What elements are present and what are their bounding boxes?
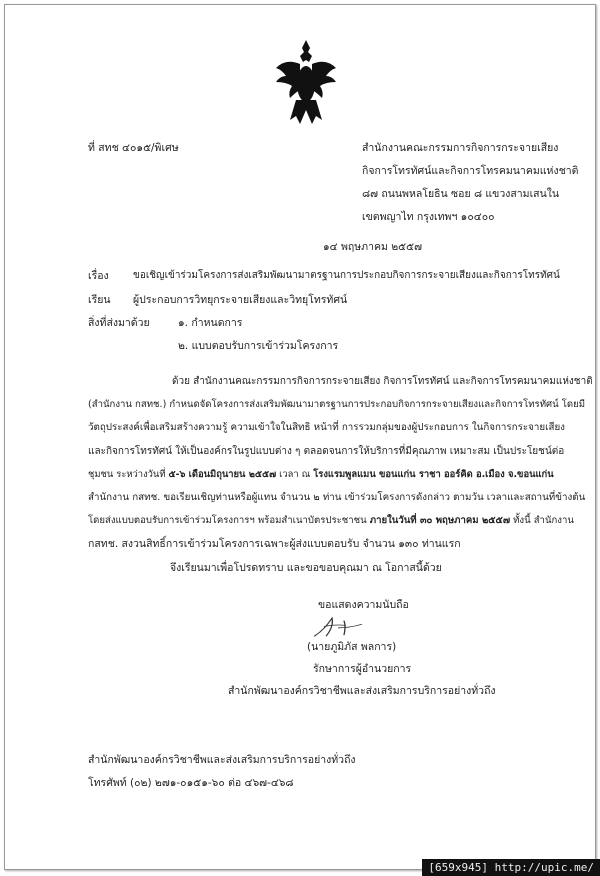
address-line: กิจการโทรทัศน์และกิจการโทรคมนาคมแห่งชาติ xyxy=(362,165,579,177)
footer-phone: โทรศัพท์ (๐๒) ๒๗๑-๐๑๕๑-๖๐ ต่อ ๔๖๗-๔๖๘ xyxy=(88,777,294,789)
body-line: (สำนักงาน กสทช.) กำหนดจัดโครงการส่งเสริมพัฒนามาตรฐานการประกอบกิจการกระจายเสียงและกิจการโทรทัศน์ โดยมี xyxy=(88,399,586,410)
body-line: สำนักงาน กสทช. ขอเรียนเชิญท่านหรือผู้แทน จำนวน ๒ ท่าน เข้าร่วมโครงการดังกล่าว ตามวัน เวลาและสถานที่ข้างต้น xyxy=(88,492,586,503)
subject: ขอเชิญเข้าร่วมโครงการส่งเสริมพัฒนามาตรฐานการประกอบกิจการกระจายเสียงและกิจการโทรทัศน์ xyxy=(133,270,560,281)
footer-office: สำนักพัฒนาองค์กรวิชาชีพและส่งเสริมการบริการอย่างทั่วถึง xyxy=(88,754,356,766)
body-line: ด้วย สำนักงานคณะกรรมการกิจการกระจายเสียง กิจการโทรทัศน์ และกิจการโทรคมนาคมแห่งชาติ xyxy=(172,376,593,387)
address-line: ๘๗ ถนนพหลโยธิน ซอย ๘ แขวงสามเสนใน xyxy=(362,188,560,200)
salutation: ขอแสดงความนับถือ xyxy=(318,599,409,611)
body-text: ชุมชน ระหว่างวันที่ xyxy=(88,469,169,480)
enclosure-item: ๒. แบบตอบรับการเข้าร่วมโครงการ xyxy=(178,340,339,352)
enclosure-item: ๑. กำหนดการ xyxy=(178,317,243,329)
signer-title: รักษาการผู้อำนวยการ xyxy=(313,663,412,675)
body-text: ทั้งนี้ สำนักงาน xyxy=(510,515,574,526)
enclosure-label: สิ่งที่ส่งมาด้วย xyxy=(88,317,150,329)
body-text: โดยส่งแบบตอบรับการเข้าร่วมโครงการฯ พร้อมสำเนาบัตรประชาชน xyxy=(88,515,370,526)
body-line: วัตถุประสงค์เพื่อเสริมสร้างความรู้ ความเข้าใจในสิทธิ หน้าที่ การรวมกลุ่มของผู้ประกอบการ ในกิจการกระจายเสียง xyxy=(88,422,565,433)
page-frame xyxy=(4,4,596,870)
signature xyxy=(310,612,370,640)
letter-date: ๑๔ พฤษภาคม ๒๕๕๗ xyxy=(323,241,422,253)
body-line xyxy=(88,468,554,482)
event-dates: ๕-๖ เดือนมิถุนายน ๒๕๕๗ xyxy=(168,469,277,480)
watermark: [659x945] http://upic.me/ xyxy=(422,859,600,876)
signer-office: สำนักพัฒนาองค์กรวิชาชีพและส่งเสริมการบริการอย่างทั่วถึง xyxy=(228,685,496,697)
subject-label: เรื่อง xyxy=(88,270,109,282)
garuda-emblem-icon xyxy=(274,38,338,128)
deadline: ภายในวันที่ ๓๐ พฤษภาคม ๒๕๕๗ xyxy=(369,515,511,526)
recipient: ผู้ประกอบการวิทยุกระจายเสียงและวิทยุโทรทัศน์ xyxy=(133,294,348,306)
body-line xyxy=(88,514,574,528)
body-line: และกิจการโทรทัศน์ ให้เป็นองค์กรในรูปแบบต่าง ๆ ตลอดจนการให้บริการที่มีคุณภาพ เหมาะสม เป็นประโยชน์ต่อ xyxy=(88,446,565,457)
reference-number: ที่ สทช ๔๐๑๕/พิเศษ xyxy=(88,142,179,154)
event-venue: โรงแรมพูลแมน ขอนแก่น ราชา ออร์คิด อ.เมือง จ.ขอนแก่น xyxy=(313,469,554,480)
address-line: เขตพญาไท กรุงเทพฯ ๑๐๔๐๐ xyxy=(362,211,495,223)
closing-paragraph: จึงเรียนมาเพื่อโปรดทราบ และขอขอบคุณมา ณ โอกาสนี้ด้วย xyxy=(170,562,442,574)
address-line: สำนักงานคณะกรรมการกิจการกระจายเสียง xyxy=(362,142,559,154)
body-text: เวลา ณ xyxy=(276,469,314,480)
signer-name: (นายภูมิภัส พลการ) xyxy=(307,641,397,653)
body-line: กสทช. สงวนสิทธิ์การเข้าร่วมโครงการเฉพาะผู้ส่งแบบตอบรับ จำนวน ๑๓๐ ท่านแรก xyxy=(88,538,461,550)
recipient-label: เรียน xyxy=(88,294,111,306)
